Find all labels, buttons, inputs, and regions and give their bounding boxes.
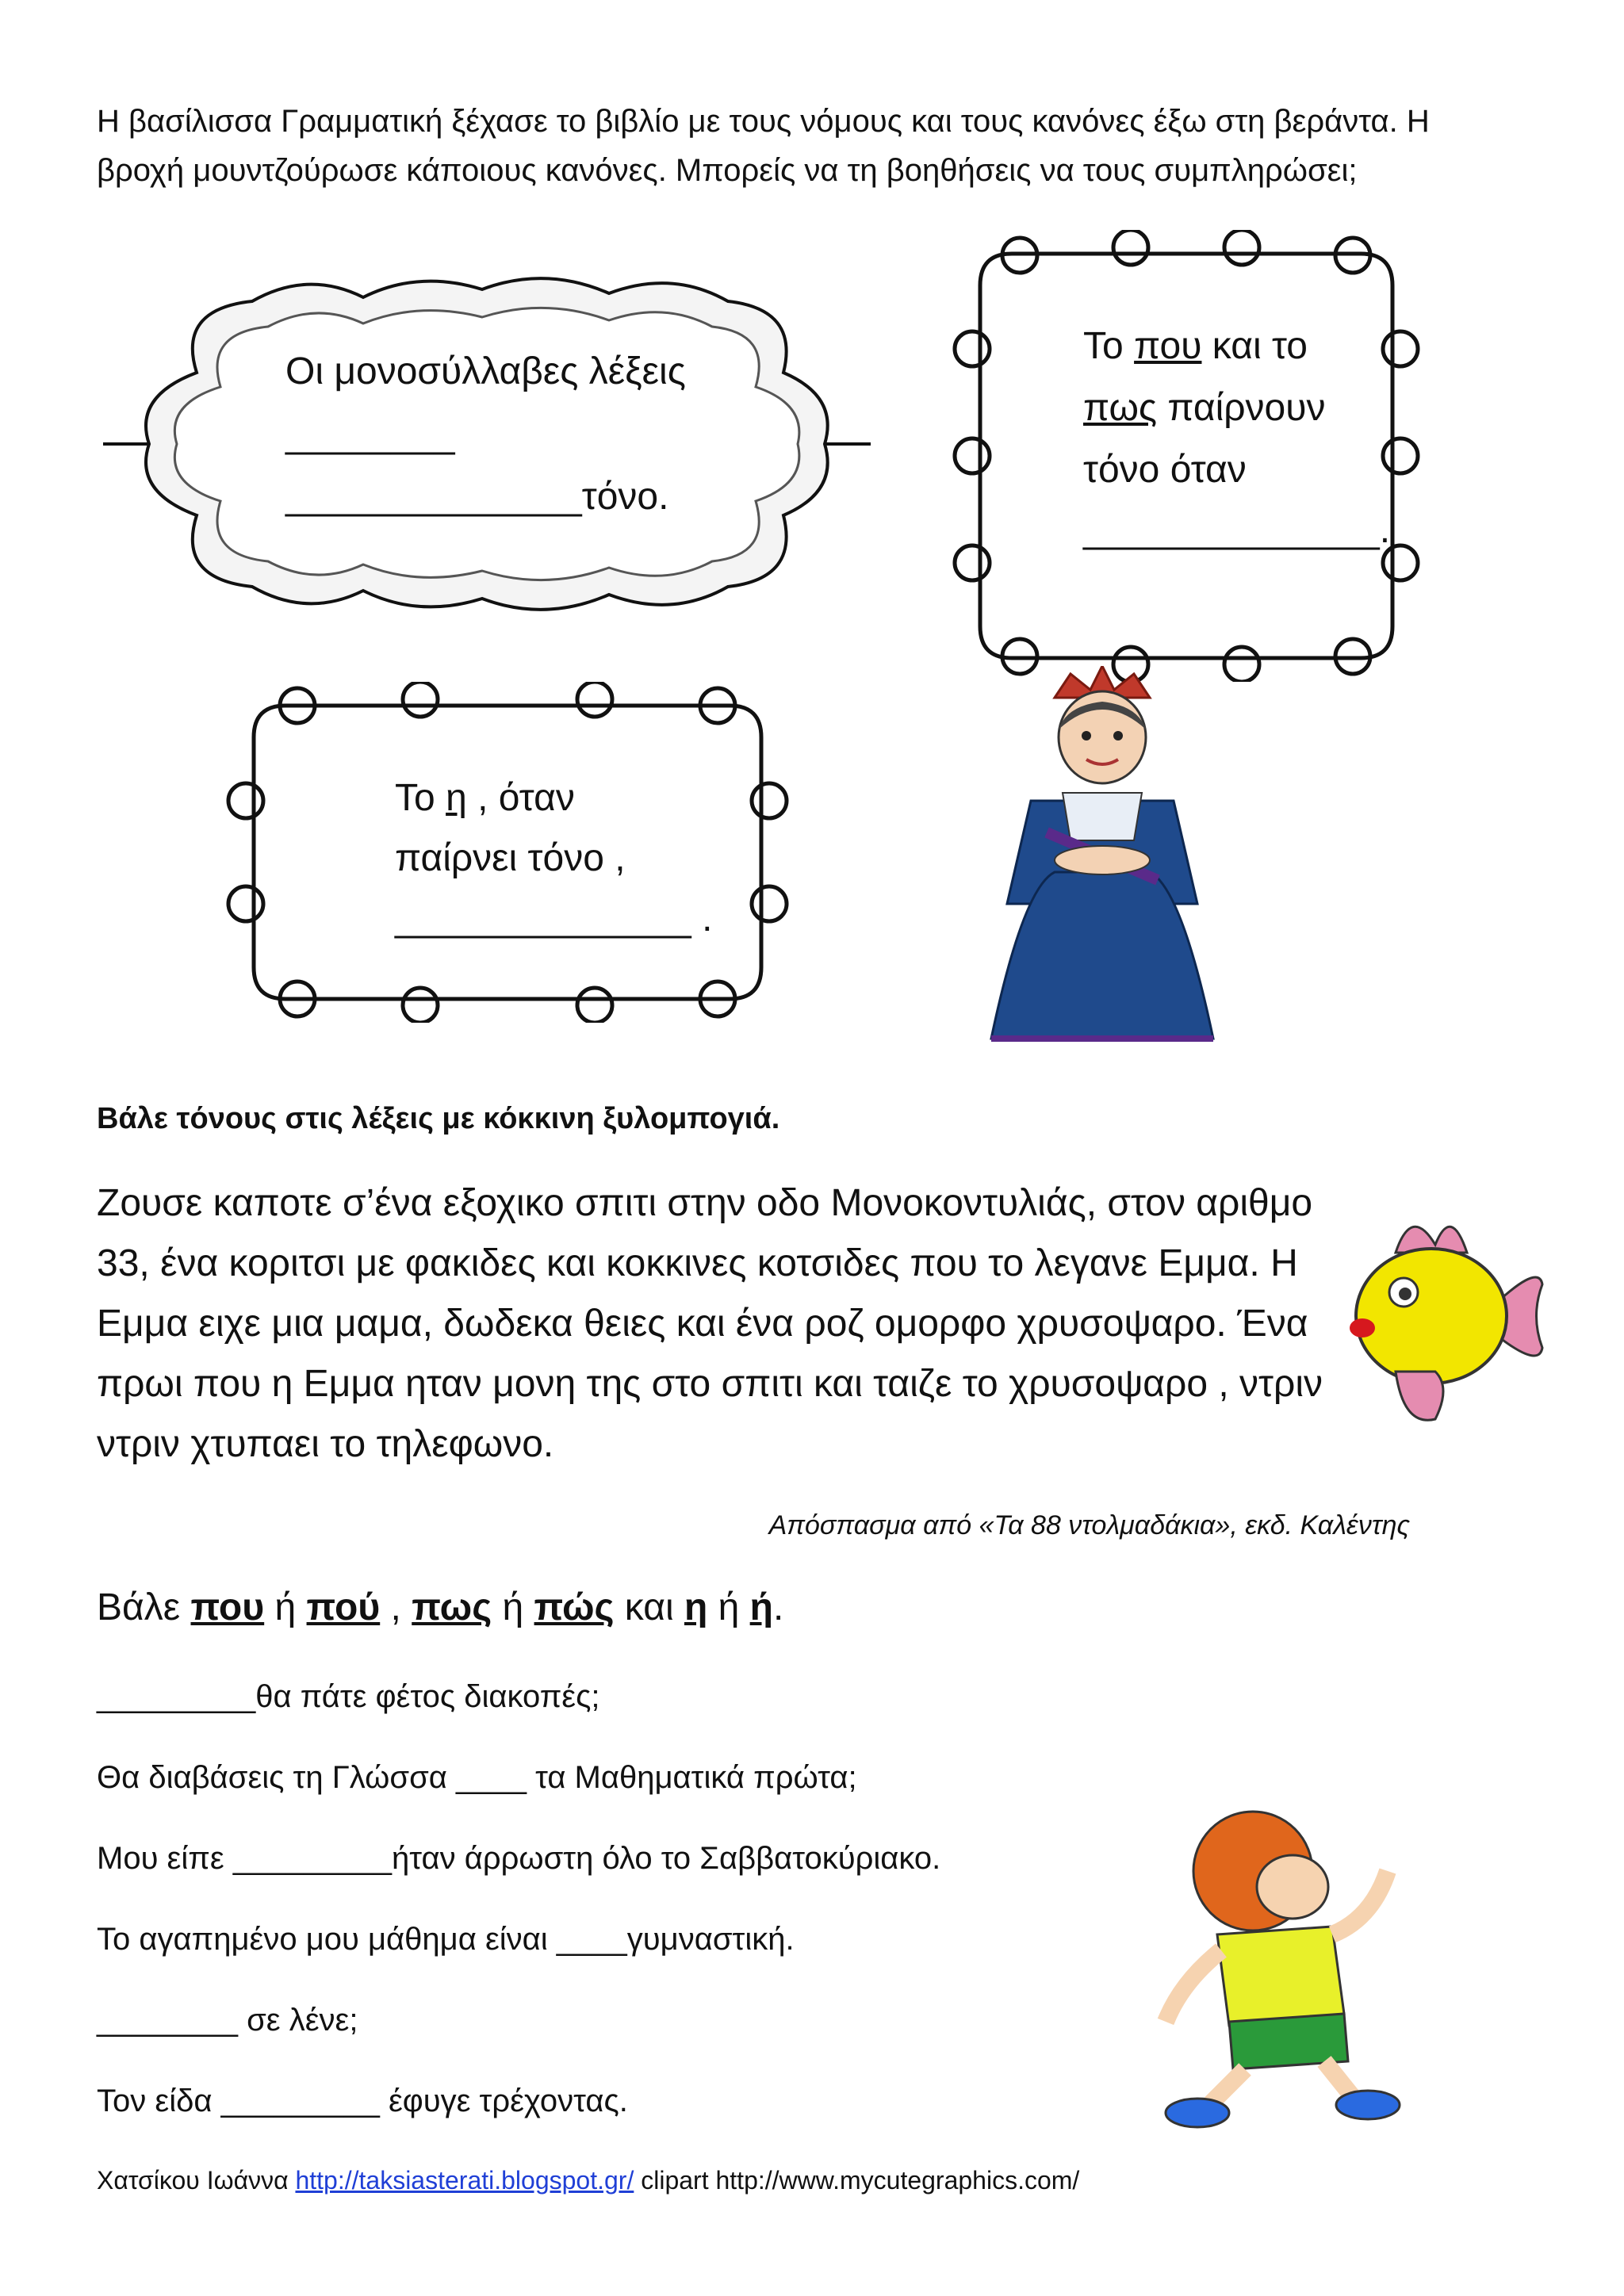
footer-link[interactable]: http://taksiasterati.blogspot.gr/ bbox=[295, 2166, 634, 2195]
rule-eta-otan: , όταν bbox=[466, 777, 575, 819]
rule-eta-to: Το bbox=[395, 777, 446, 819]
exercise-sentence: Το αγαπημένο μου μάθημα είναι ____γυμναστική. bbox=[97, 1922, 795, 1957]
exercise-word-pou-accent: πού bbox=[306, 1586, 381, 1628]
exercise-or: ή bbox=[492, 1586, 534, 1628]
exercise-sentence: Μου είπε _________ήταν άρρωστη όλο το Σαββατοκύριακο. bbox=[97, 1841, 941, 1876]
footer-clipart: clipart http://www.mycutegraphics.com/ bbox=[634, 2166, 1080, 2195]
exercise-and: και bbox=[614, 1586, 684, 1628]
rule-eta-line1 bbox=[395, 767, 575, 829]
exercise-word-pou: που bbox=[190, 1586, 265, 1628]
footer bbox=[97, 2166, 1079, 2195]
exercise-sep: , bbox=[380, 1586, 412, 1628]
exercise-end: . bbox=[772, 1586, 784, 1628]
rule-pou-word: που bbox=[1134, 325, 1202, 367]
rule-frame-eta bbox=[222, 682, 793, 1023]
rule-pou-line1 bbox=[1083, 316, 1308, 377]
exercise-sentence: ________ σε λένε; bbox=[97, 2003, 358, 2038]
rule-pou-line3: τόνο όταν bbox=[1083, 449, 1247, 491]
rule-frame-monosyllabic bbox=[102, 254, 872, 634]
fish-illustration bbox=[1340, 1197, 1554, 1435]
queen-illustration bbox=[959, 666, 1245, 1047]
rule-mono-line1: Οι μονοσύλλαβες λέξεις bbox=[285, 350, 686, 392]
rule-mono-blank: ______________ bbox=[285, 476, 582, 518]
wavy-frame-graphic bbox=[102, 254, 872, 634]
rule-mono-line3 bbox=[285, 466, 668, 528]
rule-eta-word: η bbox=[446, 777, 467, 819]
exercise-sentence: Τον είδα _________ έφυγε τρέχοντας. bbox=[97, 2084, 628, 2118]
exercise-word-eta-accent: ή bbox=[749, 1586, 773, 1628]
exercise-sentence: Θα διαβάσεις τη Γλώσσα ____ τα Μαθηματικά πρώτα; bbox=[97, 1760, 857, 1795]
exercise-sentence: _________θα πάτε φέτος διακοπές; bbox=[97, 1679, 600, 1714]
rule-pou-line2 bbox=[1083, 377, 1325, 439]
exercise-prefix: Βάλε bbox=[97, 1586, 191, 1628]
rule-eta-line2: παίρνει τόνο , bbox=[395, 837, 626, 879]
rule-frame-pou-pos bbox=[948, 230, 1424, 682]
rule-pou-line4: ______________. bbox=[1083, 509, 1391, 551]
story-source: Απόσπασμα από «Τα 88 ντολμαδάκια», εκδ. Καλέντης bbox=[768, 1510, 1410, 1540]
accent-instruction: Βάλε τόνους στις λέξεις με κόκκινη ξυλομπογιά. bbox=[97, 1102, 780, 1135]
rule-pou-to: Το bbox=[1083, 325, 1135, 367]
rule-pou-kai-to: και το bbox=[1201, 325, 1308, 367]
exercise-word-pos-accent: πώς bbox=[534, 1586, 615, 1628]
rule-pos-pairnoun: παίρνουν bbox=[1157, 387, 1326, 429]
rule-mono-end: τόνο. bbox=[581, 476, 669, 518]
exercise-title bbox=[97, 1586, 783, 1629]
footer-author: Χατσίκου Ιωάννα bbox=[97, 2166, 296, 2195]
story-text: Ζουσε καποτε σ’ένα εξοχικο σπιτι στην οδο Μονοκοντυλιάς, στον αριθμο 33, ένα κοριτσι με φακιδες και κοκκινες κοτσιδες που το λεγανε Εμμα. Η Εμμα ειχε μια μαμα, δωδεκα θειες και ένα ροζ ομορφο χρυσοψαρο. Ένα πρωι που η Εμμα ηταν μονη της στο σπιτι και ταιζε το χρυσοψαρο , ντριν ντριν χτυπαει το τηλεφωνο. bbox=[97, 1182, 1323, 1465]
exercise-or: ή bbox=[707, 1586, 750, 1628]
exercise-or: ή bbox=[264, 1586, 307, 1628]
rule-pos-word: πως bbox=[1083, 387, 1158, 429]
exercise-word-pos: πως bbox=[412, 1586, 492, 1628]
rule-eta-line3: ______________ . bbox=[395, 897, 713, 939]
exercise-word-eta: η bbox=[684, 1586, 708, 1628]
boy-illustration bbox=[1134, 1800, 1419, 2133]
intro-text: Η βασίλισσα Γραμματική ξέχασε το βιβλίο με τους νόμους και τους κανόνες έξω στη βεράντα. Η βροχή μουντζούρωσε κάποιους κανόνες. Μπορείς να τη βοηθήσεις να τους συμπληρώσει; bbox=[97, 104, 1430, 188]
rule-mono-line2: ________ bbox=[285, 414, 455, 456]
